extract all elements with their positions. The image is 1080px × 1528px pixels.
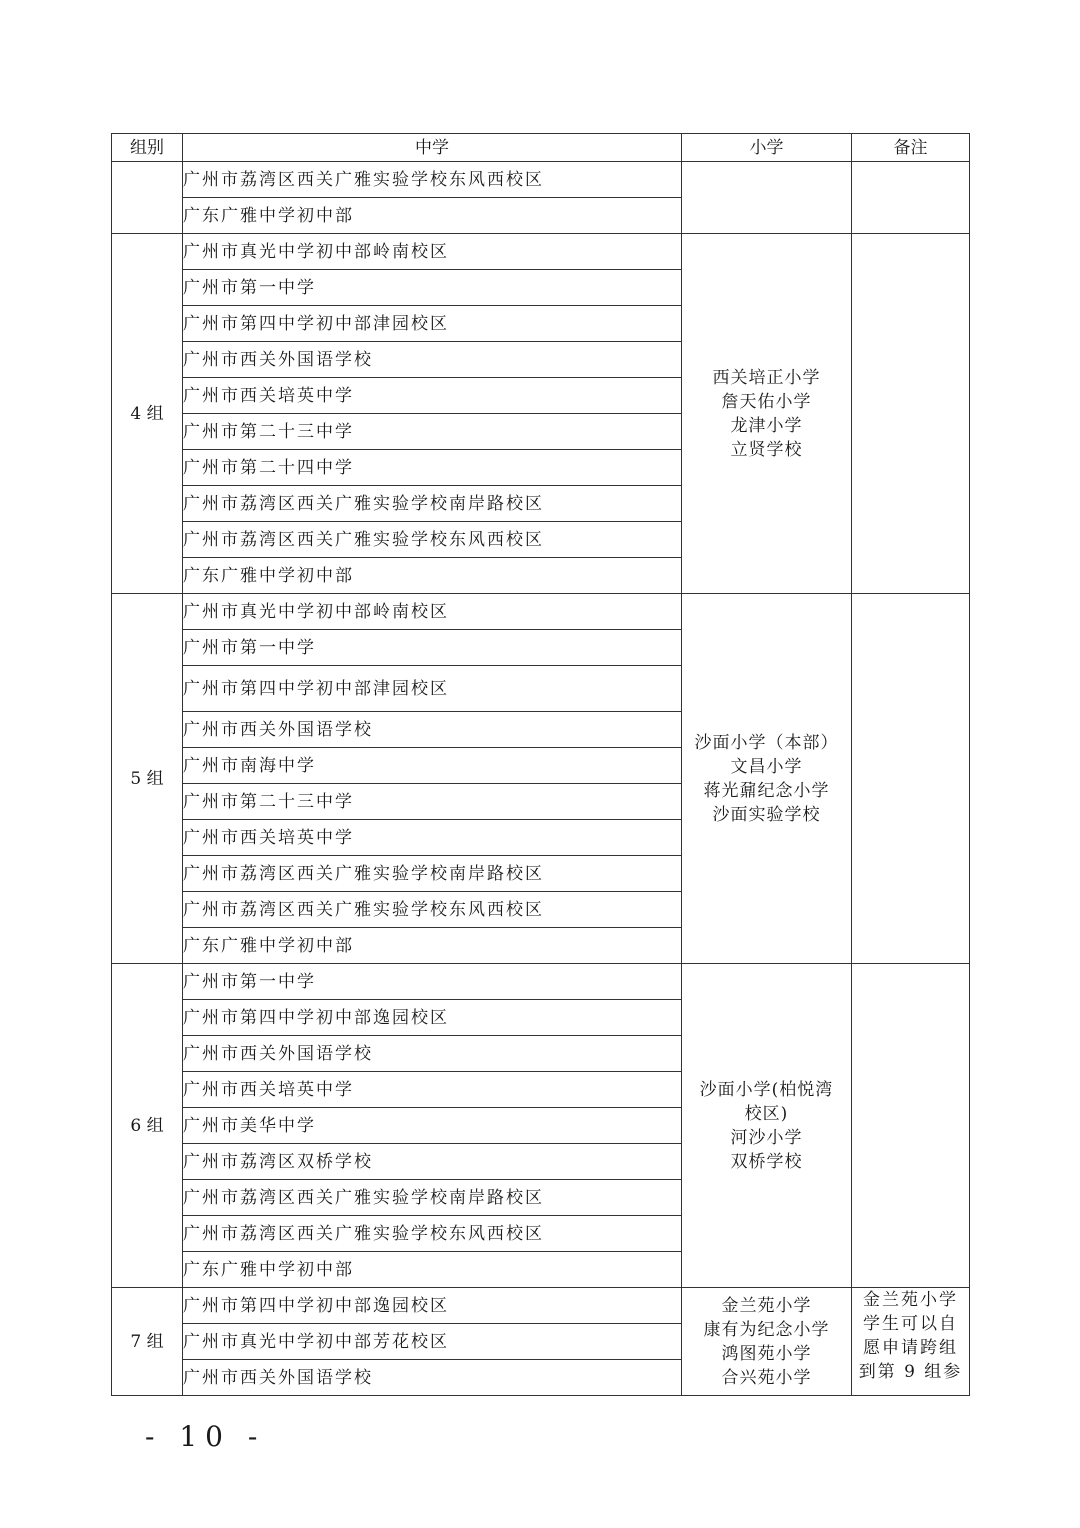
- group-label: 5 组: [112, 594, 183, 964]
- table-body: [112, 162, 970, 1396]
- primary-school-name: 文昌小学: [730, 756, 803, 777]
- school-group-table: [111, 133, 970, 1396]
- middle-school-cell: 广州市荔湾区西关广雅实验学校东风西校区: [183, 892, 682, 928]
- page-number: - 10 -: [145, 1420, 266, 1453]
- middle-school-cell: 广州市西关外国语学校: [183, 712, 682, 748]
- primary-school-cell: [682, 162, 852, 234]
- middle-school-cell: 广东广雅中学初中部: [183, 1252, 682, 1288]
- header-primary-school: 小学: [682, 134, 852, 162]
- primary-school-name: 双桥学校: [730, 1151, 803, 1172]
- middle-school-cell: 广州市荔湾区双桥学校: [183, 1144, 682, 1180]
- middle-school-cell: 广东广雅中学初中部: [183, 928, 682, 964]
- group-label: 4 组: [112, 234, 183, 594]
- primary-school-name: 校区): [744, 1103, 789, 1124]
- header-note: 备注: [852, 134, 970, 162]
- primary-school-name: 沙面小学（本部）: [694, 732, 839, 753]
- middle-school-cell: 广州市第一中学: [183, 630, 682, 666]
- table-row: [112, 1288, 970, 1324]
- primary-school-name: 龙津小学: [730, 415, 803, 436]
- primary-school-name: 金兰苑小学: [721, 1295, 812, 1316]
- middle-school-cell: 广州市荔湾区西关广雅实验学校南岸路校区: [183, 856, 682, 892]
- group-label: [112, 162, 183, 234]
- middle-school-cell: 广州市美华中学: [183, 1108, 682, 1144]
- middle-school-cell: 广州市西关培英中学: [183, 820, 682, 856]
- primary-school-name: 沙面小学(柏悦湾: [699, 1079, 834, 1100]
- middle-school-cell: 广州市第二十三中学: [183, 784, 682, 820]
- table-header-row: [112, 134, 970, 162]
- middle-school-cell: 广州市西关外国语学校: [183, 1360, 682, 1396]
- middle-school-cell: 广东广雅中学初中部: [183, 558, 682, 594]
- note-line: 金兰苑小学: [863, 1290, 958, 1310]
- note-cell: [852, 234, 970, 594]
- middle-school-cell: 广州市西关培英中学: [183, 378, 682, 414]
- middle-school-cell: 广州市第四中学初中部逸园校区: [183, 1000, 682, 1036]
- middle-school-cell: 广州市真光中学初中部芳花校区: [183, 1324, 682, 1360]
- primary-school-name: 詹天佑小学: [721, 391, 812, 412]
- note-cell: [852, 162, 970, 234]
- middle-school-cell: 广州市南海中学: [183, 748, 682, 784]
- primary-school-cell: [682, 594, 852, 964]
- middle-school-cell: 广州市西关外国语学校: [183, 342, 682, 378]
- middle-school-cell: 广州市第二十四中学: [183, 450, 682, 486]
- note-line: 到第 9 组参: [858, 1362, 963, 1382]
- primary-school-name: 西关培正小学: [712, 367, 821, 388]
- primary-school-name: 鸿图苑小学: [721, 1343, 812, 1364]
- primary-school-name: 河沙小学: [730, 1127, 803, 1148]
- middle-school-cell: 广州市西关外国语学校: [183, 1036, 682, 1072]
- middle-school-cell: 广州市第四中学初中部逸园校区: [183, 1288, 682, 1324]
- middle-school-cell: 广州市荔湾区西关广雅实验学校东风西校区: [183, 1216, 682, 1252]
- table-row: [112, 162, 970, 198]
- middle-school-cell: 广州市荔湾区西关广雅实验学校东风西校区: [183, 162, 682, 198]
- note-cell: [852, 964, 970, 1288]
- primary-school-name: 沙面实验学校: [712, 804, 821, 825]
- table-row: [112, 234, 970, 270]
- note-line: 愿申请跨组: [863, 1338, 958, 1358]
- group-label: 7 组: [112, 1288, 183, 1396]
- middle-school-cell: 广州市第四中学初中部津园校区: [183, 306, 682, 342]
- middle-school-cell: 广州市西关培英中学: [183, 1072, 682, 1108]
- middle-school-cell: 广州市第一中学: [183, 964, 682, 1000]
- primary-school-name: 蒋光鼐纪念小学: [703, 780, 830, 801]
- middle-school-cell: 广州市真光中学初中部岭南校区: [183, 234, 682, 270]
- primary-school-cell: [682, 1288, 852, 1396]
- middle-school-cell: 广州市荔湾区西关广雅实验学校南岸路校区: [183, 1180, 682, 1216]
- note-cell: [852, 594, 970, 964]
- primary-school-name: 立贤学校: [730, 439, 803, 460]
- middle-school-cell: 广州市荔湾区西关广雅实验学校东风西校区: [183, 522, 682, 558]
- middle-school-cell: 广州市第一中学: [183, 270, 682, 306]
- middle-school-cell: 广州市真光中学初中部岭南校区: [183, 594, 682, 630]
- primary-school-cell: [682, 964, 852, 1288]
- note-cell: [852, 1288, 970, 1396]
- middle-school-cell: 广州市第二十三中学: [183, 414, 682, 450]
- middle-school-cell: 广州市第四中学初中部津园校区: [183, 666, 682, 712]
- primary-school-cell: [682, 234, 852, 594]
- header-middle-school: 中学: [183, 134, 682, 162]
- table-row: [112, 594, 970, 630]
- group-label: 6 组: [112, 964, 183, 1288]
- middle-school-cell: 广东广雅中学初中部: [183, 198, 682, 234]
- primary-school-name: 康有为纪念小学: [703, 1319, 830, 1340]
- primary-school-name: 合兴苑小学: [721, 1367, 812, 1388]
- table-row: [112, 964, 970, 1000]
- middle-school-cell: 广州市荔湾区西关广雅实验学校南岸路校区: [183, 486, 682, 522]
- header-group: 组别: [112, 134, 183, 162]
- note-line: 学生可以自: [863, 1314, 958, 1334]
